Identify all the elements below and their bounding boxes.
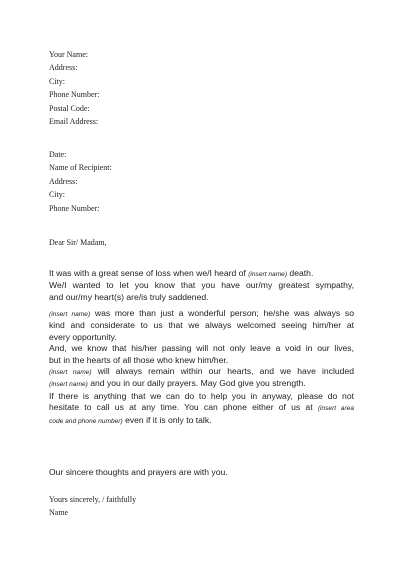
recipient-block bbox=[49, 148, 112, 215]
para2-line1-text: was more than just a wonderful person; he/she was always so bbox=[90, 308, 355, 318]
date-label: Date: bbox=[49, 150, 67, 159]
signoff-name: Name bbox=[49, 508, 69, 518]
placeholder-insert-name: (insert name) bbox=[49, 311, 91, 318]
recipient-phone-label: Phone Number: bbox=[49, 203, 100, 213]
para1-line3: and our/my heart(s) are/is truly saddened. bbox=[49, 291, 209, 302]
para2-line1 bbox=[49, 308, 354, 320]
para2-line5: but in the hearts of all those who knew him/her. bbox=[49, 354, 229, 365]
para2-line2: kind and considerate to us that we always welcomed seeing him/her at bbox=[49, 320, 354, 331]
para2-line8: If there is anything that we can do to help you in anyway, please do not bbox=[49, 390, 354, 401]
placeholder-insert-name: (insert name) bbox=[49, 369, 92, 377]
para2-line7 bbox=[49, 378, 354, 390]
para2-line9 bbox=[49, 402, 354, 414]
para2-line7-text: and you in our daily prayers. May God give you strength. bbox=[87, 378, 306, 389]
sender-name-label: Your Name: bbox=[49, 50, 88, 59]
sender-city-label: City: bbox=[49, 76, 66, 86]
recipient-city-label: City: bbox=[49, 190, 66, 200]
para1-line2: We/I wanted to let you know that you have our/my greatest sympathy, bbox=[49, 280, 354, 291]
para2-line10-text: even if it is only to talk. bbox=[122, 414, 212, 425]
placeholder-insert-name: (insert name) bbox=[49, 381, 88, 389]
para1-line1 bbox=[49, 268, 354, 280]
recipient-name-label: Name of Recipient: bbox=[49, 163, 112, 173]
para2-line10 bbox=[49, 415, 354, 427]
para1-line1-text: It was with a great sense of loss when we/I heard of bbox=[49, 268, 249, 278]
para2-line4: And, we know that his/her passing will not only leave a void in our lives, bbox=[49, 343, 354, 354]
para2-line6-text: will always remain within our hearts, and we have included bbox=[91, 366, 355, 377]
closing-thought: Our sincere thoughts and prayers are with you. bbox=[49, 467, 228, 477]
para2-line6 bbox=[49, 366, 354, 378]
para1-line1-end: death. bbox=[287, 268, 314, 278]
salutation: Dear Sir/ Madam, bbox=[49, 238, 107, 247]
placeholder-insert-name: (insert name) bbox=[248, 271, 288, 278]
paragraph-condolence bbox=[49, 268, 354, 303]
placeholder-phone-number: code and phone number) bbox=[49, 417, 123, 425]
sender-phone-label: Phone Number: bbox=[49, 90, 100, 100]
sender-postal-label: Postal Code: bbox=[49, 103, 90, 113]
signoff-block bbox=[49, 493, 136, 520]
recipient-address-label: Address: bbox=[49, 176, 78, 186]
placeholder-area-code: (insert area bbox=[317, 405, 354, 413]
para2-line3: every opportunity. bbox=[49, 331, 117, 342]
signoff-line: Yours sincerely, / faithfully bbox=[49, 495, 137, 504]
sender-address-label: Address: bbox=[49, 63, 78, 73]
para2-line9-text: hesitate to call us at any time. You can phone either of us at bbox=[49, 402, 318, 413]
sender-block bbox=[49, 48, 99, 128]
paragraph-tribute bbox=[49, 308, 354, 427]
sender-email-label: Email Address: bbox=[49, 117, 99, 127]
